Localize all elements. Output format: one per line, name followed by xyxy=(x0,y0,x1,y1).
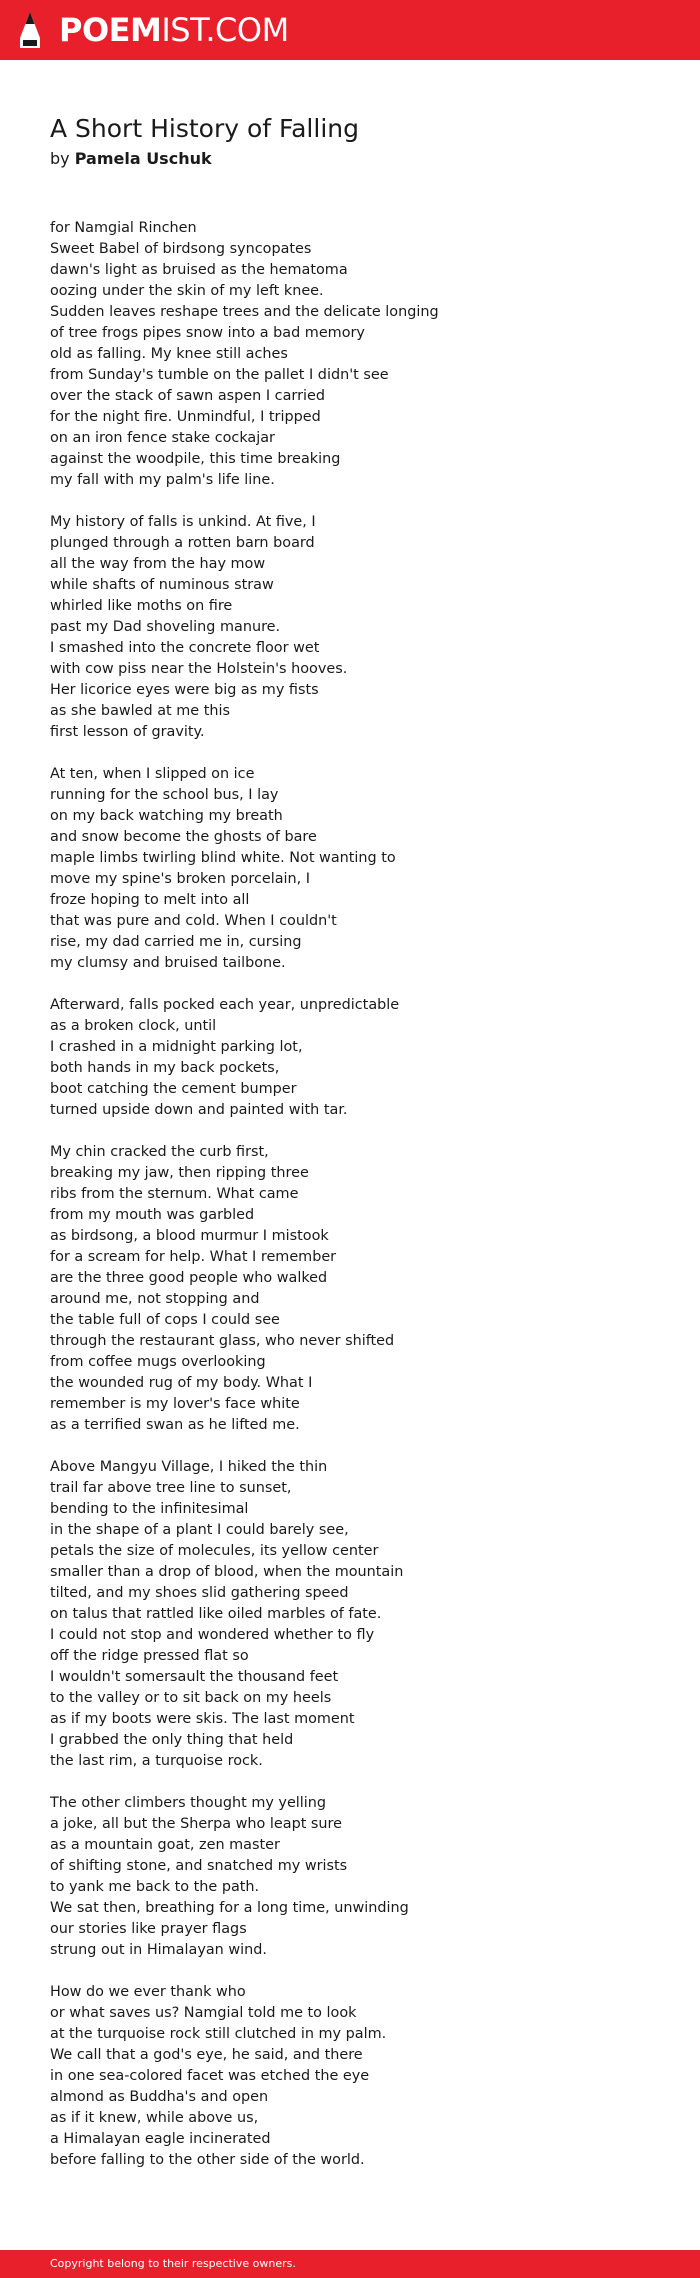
poem-line: a joke, all but the Sherpa who leapt sure xyxy=(50,1816,342,1832)
author-name[interactable]: Pamela Uschuk xyxy=(74,149,212,168)
stanza-gap xyxy=(50,491,650,512)
poem-line: Her licorice eyes were big as my fists xyxy=(50,682,319,698)
poem-line: for the night fire. Unmindful, I tripped xyxy=(50,409,321,425)
poem-line: for a scream for help. What I remember xyxy=(50,1249,337,1265)
poem-line: trail far above tree line to sunset, xyxy=(50,1480,292,1496)
poem-line: almond as Buddha's and open xyxy=(50,2089,269,2105)
poem-line: The other climbers thought my yelling xyxy=(50,1795,327,1811)
poem-line: Above Mangyu Village, I hiked the thin xyxy=(50,1459,328,1475)
poem-line: turned upside down and painted with tar. xyxy=(50,1102,348,1118)
poem-line: on my back watching my breath xyxy=(50,808,283,824)
poem-line: of tree frogs pipes snow into a bad memory xyxy=(50,325,365,341)
poem-line: that was pure and cold. When I couldn't xyxy=(50,913,337,929)
poem-line: before falling to the other side of the world. xyxy=(50,2152,365,2168)
poem-line: with cow piss near the Holstein's hooves. xyxy=(50,661,348,677)
poem-line: whirled like moths on fire xyxy=(50,598,233,614)
poem-line: off the ridge pressed flat so xyxy=(50,1648,249,1664)
stanza-gap xyxy=(50,1436,650,1457)
poem-line: as if my boots were skis. The last moment xyxy=(50,1711,355,1727)
poem-stanza xyxy=(50,218,650,491)
poem-line: Afterward, falls pocked each year, unpredictable xyxy=(50,997,400,1013)
poem-line: petals the size of molecules, its yellow center xyxy=(50,1543,379,1559)
site-header xyxy=(0,0,700,60)
poem-line: Sudden leaves reshape trees and the delicate longing xyxy=(50,304,439,320)
poem-line: in the shape of a plant I could barely see, xyxy=(50,1522,349,1538)
poem-line: maple limbs twirling blind white. Not wanting to xyxy=(50,850,396,866)
poem-stanza xyxy=(50,1457,650,1772)
poem-stanza xyxy=(50,1142,650,1436)
poem-line: We call that a god's eye, he said, and there xyxy=(50,2047,363,2063)
poem-line: Sweet Babel of birdsong syncopates xyxy=(50,241,312,257)
stanza-gap xyxy=(50,1961,650,1982)
stanza-gap xyxy=(50,1772,650,1793)
poem-line: around me, not stopping and xyxy=(50,1291,260,1307)
poem-line: oozing under the skin of my left knee. xyxy=(50,283,324,299)
stanza-gap xyxy=(50,1121,650,1142)
poem-line: or what saves us? Namgial told me to look xyxy=(50,2005,357,2021)
poem-line: past my Dad shoveling manure. xyxy=(50,619,281,635)
poem-line: as she bawled at me this xyxy=(50,703,230,719)
poem-stanza xyxy=(50,995,650,1121)
poem-line: over the stack of sawn aspen I carried xyxy=(50,388,325,404)
poem-line: our stories like prayer flags xyxy=(50,1921,247,1937)
poem-line: My chin cracked the curb first, xyxy=(50,1144,269,1160)
poem-line: tilted, and my shoes slid gathering speed xyxy=(50,1585,349,1601)
logo-light-text: IST.COM xyxy=(161,11,289,49)
poem-line: the last rim, a turquoise rock. xyxy=(50,1753,263,1769)
poem-line: while shafts of numinous straw xyxy=(50,577,274,593)
poem-line: as a mountain goat, zen master xyxy=(50,1837,280,1853)
poem-line: froze hoping to melt into all xyxy=(50,892,250,908)
poem-line: remember is my lover's face white xyxy=(50,1396,300,1412)
site-logo[interactable] xyxy=(59,11,289,49)
poem-line: all the way from the hay mow xyxy=(50,556,266,572)
poem-line: to the valley or to sit back on my heels xyxy=(50,1690,332,1706)
poem-line: as if it knew, while above us, xyxy=(50,2110,259,2126)
poem-line: How do we ever thank who xyxy=(50,1984,246,2000)
stanza-gap xyxy=(50,974,650,995)
poem-line: We sat then, breathing for a long time, unwinding xyxy=(50,1900,409,1916)
poem-line: I wouldn't somersault the thousand feet xyxy=(50,1669,339,1685)
poem-line: I could not stop and wondered whether to fly xyxy=(50,1627,375,1643)
site-footer xyxy=(0,2250,700,2278)
poem-line: bending to the infinitesimal xyxy=(50,1501,249,1517)
poem-line: through the restaurant glass, who never shifted xyxy=(50,1333,395,1349)
poem-line: my fall with my palm's life line. xyxy=(50,472,275,488)
poem-line: for Namgial Rinchen xyxy=(50,220,197,236)
poem-line: as a broken clock, until xyxy=(50,1018,217,1034)
pen-nib-logo-icon[interactable] xyxy=(17,10,43,50)
poem-line: from Sunday's tumble on the pallet I didn't see xyxy=(50,367,389,383)
poem-line: smaller than a drop of blood, when the mountain xyxy=(50,1564,404,1580)
poem-line: at the turquoise rock still clutched in my palm. xyxy=(50,2026,387,2042)
poem-line: running for the school bus, I lay xyxy=(50,787,279,803)
poem-line: At ten, when I slipped on ice xyxy=(50,766,255,782)
poem-stanza xyxy=(50,512,650,743)
poem-line: rise, my dad carried me in, cursing xyxy=(50,934,302,950)
poem-line: as birdsong, a blood murmur I mistook xyxy=(50,1228,329,1244)
stanza-gap xyxy=(50,743,650,764)
poem-line: my clumsy and bruised tailbone. xyxy=(50,955,286,971)
poem-line: against the woodpile, this time breaking xyxy=(50,451,341,467)
poem-line: on talus that rattled like oiled marbles of fate. xyxy=(50,1606,382,1622)
poem-line: breaking my jaw, then ripping three xyxy=(50,1165,309,1181)
poem-stanza xyxy=(50,1793,650,1961)
poem-line: old as falling. My knee still aches xyxy=(50,346,288,362)
poem-stanza xyxy=(50,1982,650,2171)
poem-line: and snow become the ghosts of bare xyxy=(50,829,317,845)
poem-line: in one sea-colored facet was etched the eye xyxy=(50,2068,370,2084)
poem-line: from coffee mugs overlooking xyxy=(50,1354,266,1370)
poem-line: I grabbed the only thing that held xyxy=(50,1732,294,1748)
poem-line: plunged through a rotten barn board xyxy=(50,535,315,551)
poem-line: My history of falls is unkind. At five, I xyxy=(50,514,316,530)
copyright-text: Copyright belong to their respective owners. xyxy=(50,2257,296,2270)
poem-line: are the three good people who walked xyxy=(50,1270,328,1286)
poem-line: I smashed into the concrete floor wet xyxy=(50,640,320,656)
poem-line: as a terrified swan as he lifted me. xyxy=(50,1417,300,1433)
poem-stanza xyxy=(50,764,650,974)
poem-line: strung out in Himalayan wind. xyxy=(50,1942,267,1958)
poem-line: boot catching the cement bumper xyxy=(50,1081,297,1097)
poem-line: first lesson of gravity. xyxy=(50,724,205,740)
logo-bold-text: POEM xyxy=(59,11,162,49)
poem-line: dawn's light as bruised as the hematoma xyxy=(50,262,348,278)
poem-title: A Short History of Falling xyxy=(50,114,359,143)
poem-line: a Himalayan eagle incinerated xyxy=(50,2131,271,2147)
poem-line: ribs from the sternum. What came xyxy=(50,1186,299,1202)
poem-line: the table full of cops I could see xyxy=(50,1312,280,1328)
poem-line: I crashed in a midnight parking lot, xyxy=(50,1039,303,1055)
poem-line: of shifting stone, and snatched my wrists xyxy=(50,1858,348,1874)
poem-body xyxy=(50,218,650,2171)
poem-line: the wounded rug of my body. What I xyxy=(50,1375,313,1391)
by-label: by xyxy=(50,149,70,168)
poem-line: move my spine's broken porcelain, I xyxy=(50,871,311,887)
poem-line: both hands in my back pockets, xyxy=(50,1060,280,1076)
poem-line: on an iron fence stake cockajar xyxy=(50,430,275,446)
poem-line: to yank me back to the path. xyxy=(50,1879,260,1895)
poem-line: from my mouth was garbled xyxy=(50,1207,255,1223)
poem-byline xyxy=(50,148,212,170)
